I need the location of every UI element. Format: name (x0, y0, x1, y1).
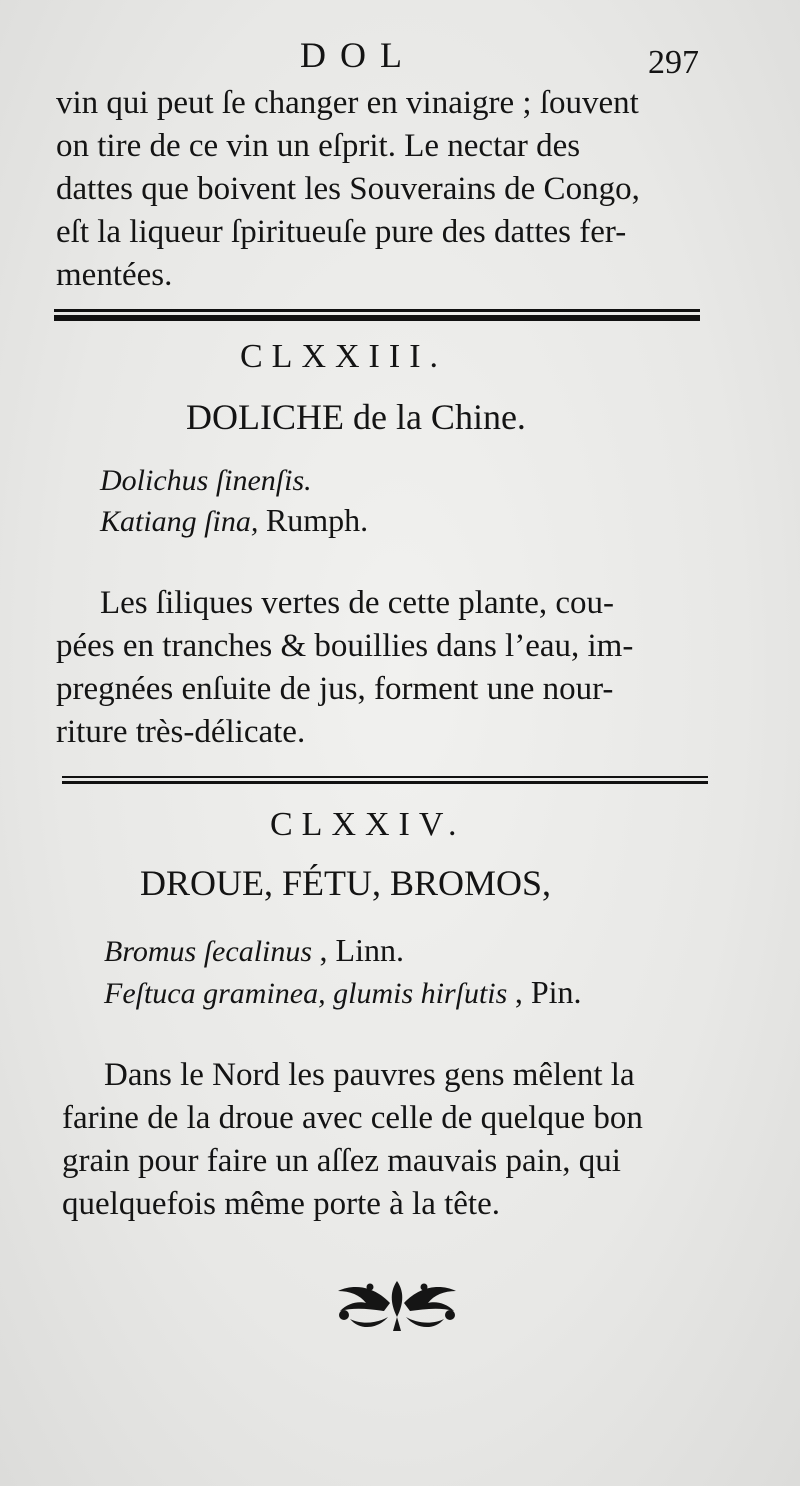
text-line: mentées. (56, 257, 173, 293)
latin-name (104, 974, 582, 1011)
text-line: quelquefois même porte à la tête. (62, 1186, 500, 1222)
section-number: CLXXIV. (270, 806, 466, 843)
latin-name-text: Bromus ſecalinus (104, 935, 313, 968)
running-head: DOL (300, 35, 416, 75)
text-line: farine de la droue avec celle de quelque bon (62, 1100, 643, 1136)
author-abbreviation: , Linn. (319, 932, 404, 968)
latin-name: Dolichus ſinenſis. (100, 464, 312, 497)
text-line: pregnées enſuite de jus, forment une nour- (56, 671, 614, 707)
printers-ornament-icon (330, 1273, 465, 1333)
section-title: DROUE, FÉTU, BROMOS, (140, 863, 552, 903)
text-line: Les ſiliques vertes de cette plante, cou- (100, 585, 615, 621)
section-divider (62, 776, 708, 778)
latin-name-text: Katiang ſina, (100, 505, 259, 538)
section-title: DOLICHE de la Chine. (186, 397, 526, 437)
latin-name (104, 932, 404, 969)
text-line: eſt la liqueur ſpiritueuſe pure des dattes fer- (56, 214, 627, 250)
text-line: riture très-délicate. (56, 714, 306, 750)
text-line: vin qui peut ſe changer en vinaigre ; ſouvent (56, 85, 639, 121)
section-divider (54, 315, 700, 321)
section-number: CLXXIII. (240, 338, 448, 375)
text-line: pées en tranches & bouillies dans l’eau, im- (56, 628, 634, 664)
text-line: dattes que boivent les Souverains de Congo, (56, 171, 640, 207)
author-abbreviation: Rumph. (265, 502, 369, 538)
page-number: 297 (648, 44, 699, 81)
text-line: grain pour faire un aſſez mauvais pain, qui (62, 1143, 621, 1179)
author-abbreviation: , Pin. (514, 974, 582, 1010)
latin-name (100, 502, 368, 539)
text-line: on tire de ce vin un eſprit. Le nectar des (56, 128, 581, 164)
section-divider (54, 309, 700, 312)
section-divider (62, 781, 708, 784)
latin-name-text: Feſtuca graminea, glumis hirſutis (104, 977, 508, 1010)
text-line: Dans le Nord les pauvres gens mêlent la (104, 1057, 635, 1093)
